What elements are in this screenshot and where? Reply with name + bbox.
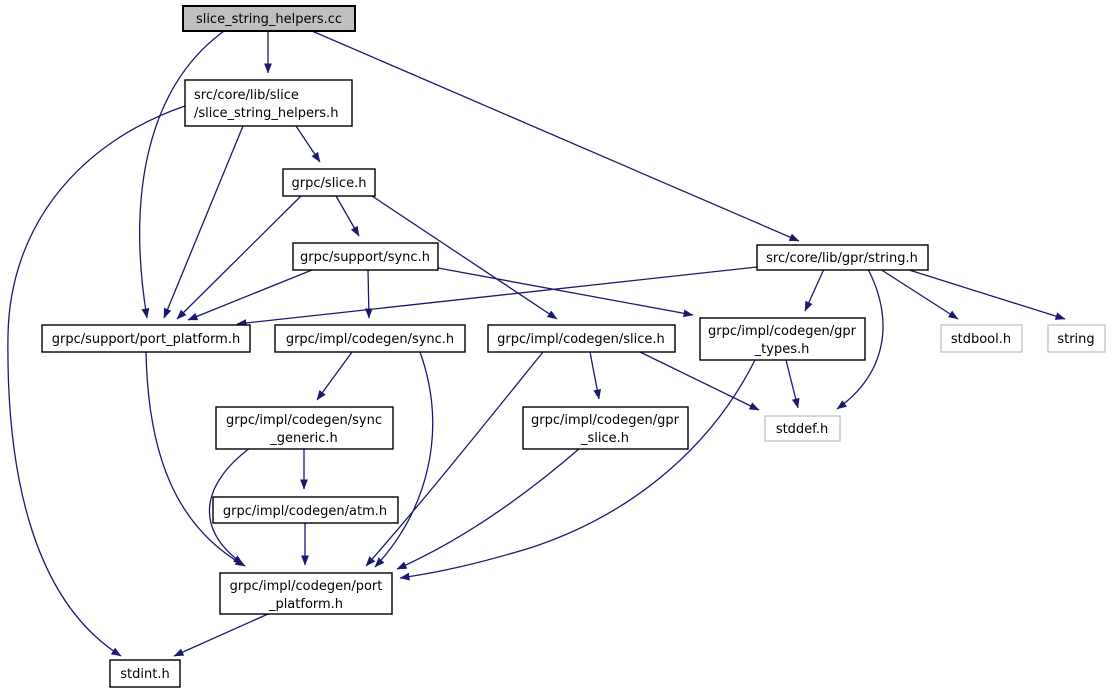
node-grpc-impl-codegen-gpr-types-h[interactable] (700, 318, 865, 360)
node-gpr-string-h[interactable] (757, 245, 928, 270)
node-label-line2: _platform.h (268, 597, 344, 612)
node-stdbool-h (941, 325, 1022, 352)
node-label-line1: grpc/impl/codegen/gpr (708, 324, 856, 339)
node-label: grpc/slice.h (291, 176, 367, 191)
edge-support-port-platform-to-codegen-port-platform (146, 352, 245, 566)
node-label: grpc/impl/codegen/sync.h (285, 332, 455, 347)
node-label-line1: grpc/impl/codegen/port (229, 579, 383, 594)
node-grpc-slice-h[interactable] (283, 169, 375, 196)
node-label: grpc/impl/codegen/slice.h (497, 332, 665, 347)
edge-codegen-port-platform-to-stdint (174, 614, 268, 656)
edge-gpr-types-to-stddef (786, 360, 798, 408)
edge-gpr-string-to-gpr-types (805, 269, 824, 311)
edge-support-sync-to-codegen-sync (368, 270, 369, 318)
node-label-line1: src/core/lib/slice (194, 88, 299, 103)
edge-grpc-slice-to-support-port-platform (177, 196, 301, 319)
edge-gpr-string-to-string (906, 269, 1065, 319)
edge-support-sync-to-gpr-types (438, 268, 693, 315)
node-label: slice_string_helpers.cc (195, 12, 343, 27)
node-label-line2: _generic.h (270, 431, 338, 446)
edge-codegen-slice-to-codegen-port-platform (366, 352, 543, 566)
node-label-line2: _slice.h (580, 431, 630, 446)
node-string (1048, 325, 1105, 352)
node-grpc-impl-codegen-sync-h[interactable] (275, 325, 465, 352)
node-label: stddef.h (775, 422, 829, 437)
node-slice-string-helpers-h[interactable] (185, 80, 352, 126)
node-label-line2: /slice_string_helpers.h (194, 106, 339, 121)
edge-cc-to-gpr-string (312, 31, 799, 241)
node-label-line1: grpc/impl/codegen/sync (226, 413, 382, 428)
node-stdint-h[interactable] (110, 660, 180, 687)
node-label: stdint.h (120, 667, 170, 682)
node-grpc-impl-codegen-atm-h[interactable] (213, 497, 398, 523)
node-label: grpc/support/port_platform.h (51, 332, 241, 347)
node-grpc-impl-codegen-sync-generic-h[interactable] (216, 407, 393, 449)
edge-codegen-sync-to-sync-generic (317, 352, 352, 400)
node-grpc-impl-codegen-gpr-slice-h[interactable] (523, 407, 688, 449)
node-label-line2: _types.h (754, 342, 810, 357)
edge-gpr-string-to-stdbool (880, 269, 958, 319)
node-grpc-impl-codegen-port-platform-h[interactable] (220, 573, 392, 614)
edge-gpr-slice-to-codegen-port-platform (397, 448, 580, 569)
edge-slice-string-helpers-h-to-grpc-slice (296, 126, 320, 162)
node-label-line1: grpc/impl/codegen/gpr (531, 413, 679, 428)
node-grpc-impl-codegen-slice-h[interactable] (488, 325, 675, 352)
node-label: stdbool.h (950, 332, 1012, 347)
node-slice-string-helpers-cc (183, 6, 355, 31)
node-label: string (1057, 332, 1095, 347)
edge-slice-string-helpers-h-to-stdint (8, 106, 185, 656)
node-label: grpc/impl/codegen/atm.h (222, 504, 388, 519)
node-grpc-support-port-platform-h[interactable] (42, 325, 250, 352)
edge-gpr-string-to-support-port-platform (237, 267, 757, 324)
edge-gpr-types-to-codegen-port-platform (400, 360, 755, 578)
edge-grpc-slice-to-support-sync (336, 196, 359, 236)
edge-slice-string-helpers-h-to-support-port-platform (164, 126, 243, 318)
edge-codegen-slice-to-gpr-slice (590, 352, 599, 399)
node-label: grpc/support/sync.h (300, 250, 430, 265)
edge-support-sync-to-support-port-platform (188, 270, 312, 320)
node-grpc-support-sync-h[interactable] (293, 243, 438, 270)
node-stddef-h (765, 416, 840, 441)
edge-codegen-slice-to-stddef (640, 352, 759, 410)
edge-codegen-sync-to-codegen-port-platform (375, 352, 433, 567)
node-label: src/core/lib/gpr/string.h (766, 251, 918, 266)
